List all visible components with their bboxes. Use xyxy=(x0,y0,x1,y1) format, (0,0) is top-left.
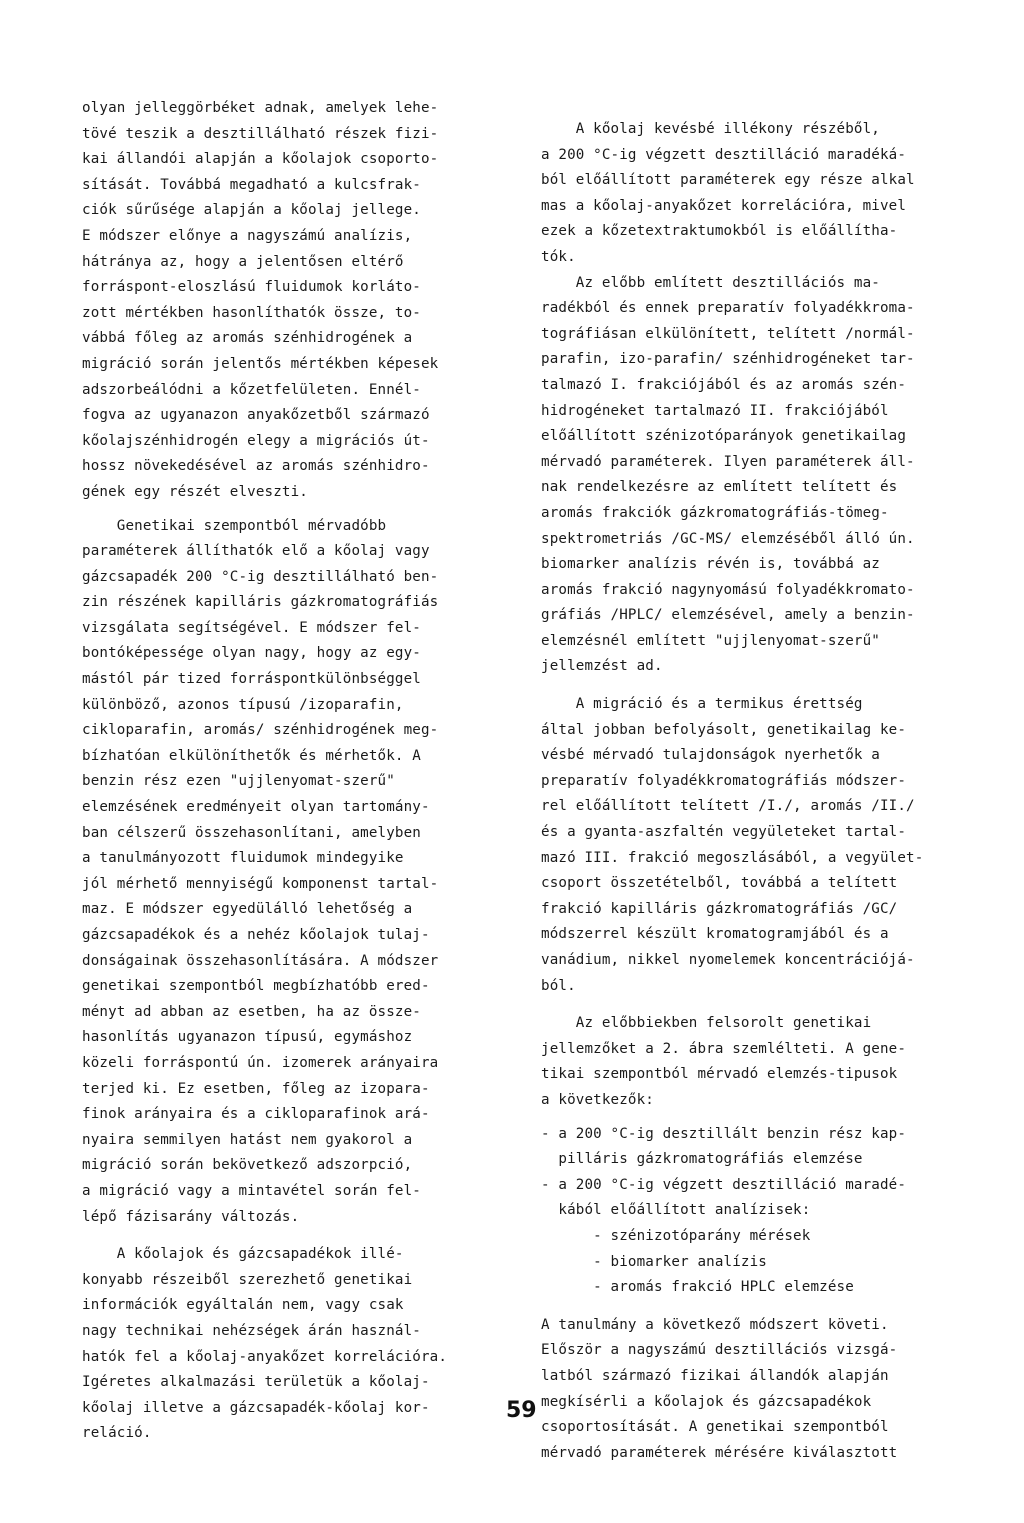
text-line: nak rendelkezésre az említett telített és xyxy=(541,479,898,496)
text-line: lépő fázisarány változás. xyxy=(82,1208,300,1225)
text-line: elemzésének eredményeit olyan tartomány- xyxy=(82,799,430,816)
text-line: jól mérhető mennyiségű komponenst tartal- xyxy=(82,875,439,892)
text-line: aromás frakciók gázkromatográfiás-tömeg- xyxy=(541,504,889,521)
text-line: tikai szempontból mérvadó elemzés-tipusok xyxy=(541,1066,898,1083)
text-line: információk egyáltalán nem, vagy csak xyxy=(82,1297,404,1314)
text-line: terjed ki. Ez esetben, főleg az izopara- xyxy=(82,1080,430,1097)
text-line: Az előbb említett desztillációs ma- xyxy=(541,274,880,291)
text-line: mazó III. frakció megoszlásából, a vegyület- xyxy=(541,849,924,866)
text-line: megkísérli a kőolajok és gázcsapadékok xyxy=(541,1393,872,1410)
text-line: bontóképessége olyan nagy, hogy az egy- xyxy=(82,645,421,662)
text-line: módszerrel készült kromatogramjából és a xyxy=(541,926,889,943)
text-line: ezek a kőzetextraktumokból is előállítha- xyxy=(541,223,898,240)
paragraph-1 xyxy=(82,96,512,506)
text-line: ciók sűrűsége alapján a kőolaj jellege. xyxy=(82,202,421,219)
text-line: zin részének kapilláris gázkromatográfiás xyxy=(82,594,439,611)
text-line: csoportosítását. A genetikai szempontból xyxy=(541,1419,889,1436)
text-line: forráspont-eloszlású fluidumok korláto- xyxy=(82,279,421,296)
text-line: finok arányaira és a cikloparafinok ará- xyxy=(82,1106,430,1123)
text-line: kőolaj illetve a gázcsapadék-kőolaj kor- xyxy=(82,1399,430,1416)
text-line: mástól pár tized forráspontkülönbséggel xyxy=(82,671,421,688)
list-item: - a 200 °C-ig végzett desztilláció maradé- xyxy=(541,1176,907,1193)
analysis-type-list xyxy=(541,1122,981,1301)
text-line: adszorbeálódni a kőzetfelületen. Ennél- xyxy=(82,381,421,398)
text-line: vésbé mérvadó tulajdonságok nyerhetők a xyxy=(541,747,880,764)
text-line: Igéretes alkalmazási területük a kőolaj- xyxy=(82,1374,430,1391)
text-line: gázcsapadékok és a nehéz kőolajok tulaj- xyxy=(82,927,430,943)
text-line: olyan jelleggörbéket adnak, amelyek lehe- xyxy=(82,100,439,116)
text-line: a tanulmányozott fluidumok mindegyike xyxy=(82,850,404,867)
text-line: aromás frakció nagynyomású folyadékkromato- xyxy=(541,581,915,598)
text-line: Először a nagyszámú desztillációs vizsgá- xyxy=(541,1342,898,1359)
text-line: rel előállított telített /I./, aromás /II./ xyxy=(541,798,915,815)
text-line: és a gyanta-aszfaltén vegyületeket tartal- xyxy=(541,824,907,841)
paragraph-3 xyxy=(82,1242,512,1447)
paragraph-2 xyxy=(82,514,512,1231)
text-line: hasonlítás ugyanazon típusú, egymáshoz xyxy=(82,1029,413,1046)
list-item: pilláris gázkromatográfiás elemzése xyxy=(541,1151,863,1168)
text-line: fogva az ugyanazon anyakőzetből származó xyxy=(82,407,430,424)
text-line: A migráció és a termikus érettség xyxy=(541,696,863,713)
text-line: hatók fel a kőolaj-anyakőzet korrelációra. xyxy=(82,1348,448,1365)
text-line: spektrometriás /GC-MS/ elemzéséből álló ún. xyxy=(541,530,915,547)
paragraph-1 xyxy=(541,117,981,271)
text-line: mérvadó paraméterek. Ilyen paraméterek áll- xyxy=(541,453,915,470)
list-item: kából előállított analízisek: xyxy=(541,1202,811,1219)
list-item: - biomarker analízis xyxy=(541,1253,767,1270)
text-line: benzin rész ezen "ujjlenyomat-szerű" xyxy=(82,773,395,790)
text-line: genetikai szempontból megbízhatóbb ered- xyxy=(82,978,430,995)
text-line: a 200 °C-ig végzett desztilláció maradéká- xyxy=(541,146,907,163)
text-line: donságainak összehasonlítására. A módszer xyxy=(82,952,439,969)
text-line: migráció során bekövetkező adszorpció, xyxy=(82,1157,413,1174)
text-line: ményt ad abban az esetben, ha az össze- xyxy=(82,1003,421,1020)
text-line: migráció során jelentős mértékben képesek xyxy=(82,355,439,372)
text-line: tográfiásan elkülönített, telített /normál- xyxy=(541,325,915,342)
text-line: reláció. xyxy=(82,1425,152,1442)
text-line: sítását. Továbbá megadható a kulcsfrak- xyxy=(82,176,421,193)
list-item: - a 200 °C-ig desztillált benzin rész kap- xyxy=(541,1125,907,1142)
text-line: kai állandói alapján a kőolajok csoporto- xyxy=(82,151,439,168)
text-line: a következők: xyxy=(541,1091,654,1108)
text-line: parafin, izo-parafin/ szénhidrogéneket tar- xyxy=(541,351,915,368)
text-line: radékból és ennek preparatív folyadékkroma- xyxy=(541,300,915,317)
text-line: vábbá főleg az aromás szénhidrogének a xyxy=(82,330,413,347)
paragraph-2 xyxy=(541,271,981,681)
text-line: ban célszerű összehasonlítani, amelyben xyxy=(82,824,421,841)
text-line: közeli forráspontú ún. izomerek arányaira xyxy=(82,1054,439,1071)
text-line: elemzésnél említett "ujjlenyomat-szerű" xyxy=(541,632,880,649)
text-line: ból. xyxy=(541,977,576,994)
text-line: nagy technikai nehézségek árán használ- xyxy=(82,1322,421,1339)
text-line: A kőolajok és gázcsapadékok illé- xyxy=(82,1246,404,1263)
text-line: mérvadó paraméterek mérésére kiválasztott xyxy=(541,1444,898,1461)
text-line: talmazó I. frakciójából és az aromás szén- xyxy=(541,376,907,393)
text-line: tövé teszik a desztillálható részek fizi- xyxy=(82,125,439,142)
text-line: vanádium, nikkel nyomelemek koncentrációjá- xyxy=(541,952,915,968)
text-line: preparatív folyadékkromatográfiás módszer- xyxy=(541,772,907,789)
text-line: biomarker analízis révén is, továbbá az xyxy=(541,556,880,573)
text-line: jellemzőket a 2. ábra szemlélteti. A gene- xyxy=(541,1040,907,1057)
text-line: frakció kapilláris gázkromatográfiás /GC/ xyxy=(541,900,898,917)
text-line: konyabb részeiből szerezhető genetikai xyxy=(82,1271,413,1288)
text-line: jellemzést ad. xyxy=(541,658,663,675)
text-line: Az előbbiekben felsorolt genetikai xyxy=(541,1015,872,1032)
text-line: vizsgálata segítségével. E módszer fel- xyxy=(82,619,421,636)
left-column xyxy=(82,96,512,1447)
text-line: cikloparafin, aromás/ szénhidrogének meg- xyxy=(82,722,439,739)
text-line: maz. E módszer egyedülálló lehetőség a xyxy=(82,901,413,918)
text-line: A tanulmány a következő módszert követi. xyxy=(541,1316,889,1333)
text-line: csoport összetételből, továbbá a telített xyxy=(541,875,898,892)
text-line: latból származó fizikai állandók alapján xyxy=(541,1367,889,1384)
paragraph-5 xyxy=(541,1313,981,1467)
text-line: ból előállított paraméterek egy része alkal xyxy=(541,172,915,189)
text-line: A kőolaj kevésbé illékony részéből, xyxy=(541,121,880,137)
text-line: Genetikai szempontból mérvadóbb xyxy=(82,517,387,534)
text-line: zott mértékben hasonlíthatók össze, to- xyxy=(82,304,421,321)
list-item: - aromás frakció HPLC elemzése xyxy=(541,1279,854,1296)
text-line: nyaira semmilyen hatást nem gyakorol a xyxy=(82,1131,413,1148)
text-line: mas a kőolaj-anyakőzet korrelációra, mivel xyxy=(541,197,907,214)
text-line: E módszer előnye a nagyszámú analízis, xyxy=(82,227,413,244)
text-line: bízhatóan elkülöníthetők és mérhetők. A xyxy=(82,747,421,764)
paragraph-4 xyxy=(541,1011,981,1113)
text-line: gráfiás /HPLC/ elemzésével, amely a benzin- xyxy=(541,607,915,624)
paragraph-3 xyxy=(541,692,981,999)
text-line: hidrogéneket tartalmazó II. frakciójából xyxy=(541,402,889,419)
text-line: paraméterek állíthatók elő a kőolaj vagy xyxy=(82,543,430,560)
text-line: tók. xyxy=(541,248,576,265)
list-item: - szénizotóparány mérések xyxy=(541,1227,811,1244)
text-line: előállított szénizotóparányok genetikailag xyxy=(541,428,907,445)
page-number: 59 xyxy=(506,1398,537,1423)
text-line: hossz növekedésével az aromás szénhidro- xyxy=(82,458,430,475)
text-line: gének egy részét elveszti. xyxy=(82,483,308,500)
text-line: hátránya az, hogy a jelentősen eltérő xyxy=(82,253,404,270)
right-column xyxy=(541,117,981,1466)
text-line: kőolajszénhidrogén elegy a migrációs út- xyxy=(82,432,430,449)
text-line: gázcsapadék 200 °C-ig desztillálható ben- xyxy=(82,568,439,585)
text-line: különböző, azonos típusú /izoparafin, xyxy=(82,696,404,713)
text-line: a migráció vagy a mintavétel során fel- xyxy=(82,1182,421,1199)
text-line: által jobban befolyásolt, genetikailag ke- xyxy=(541,721,907,738)
